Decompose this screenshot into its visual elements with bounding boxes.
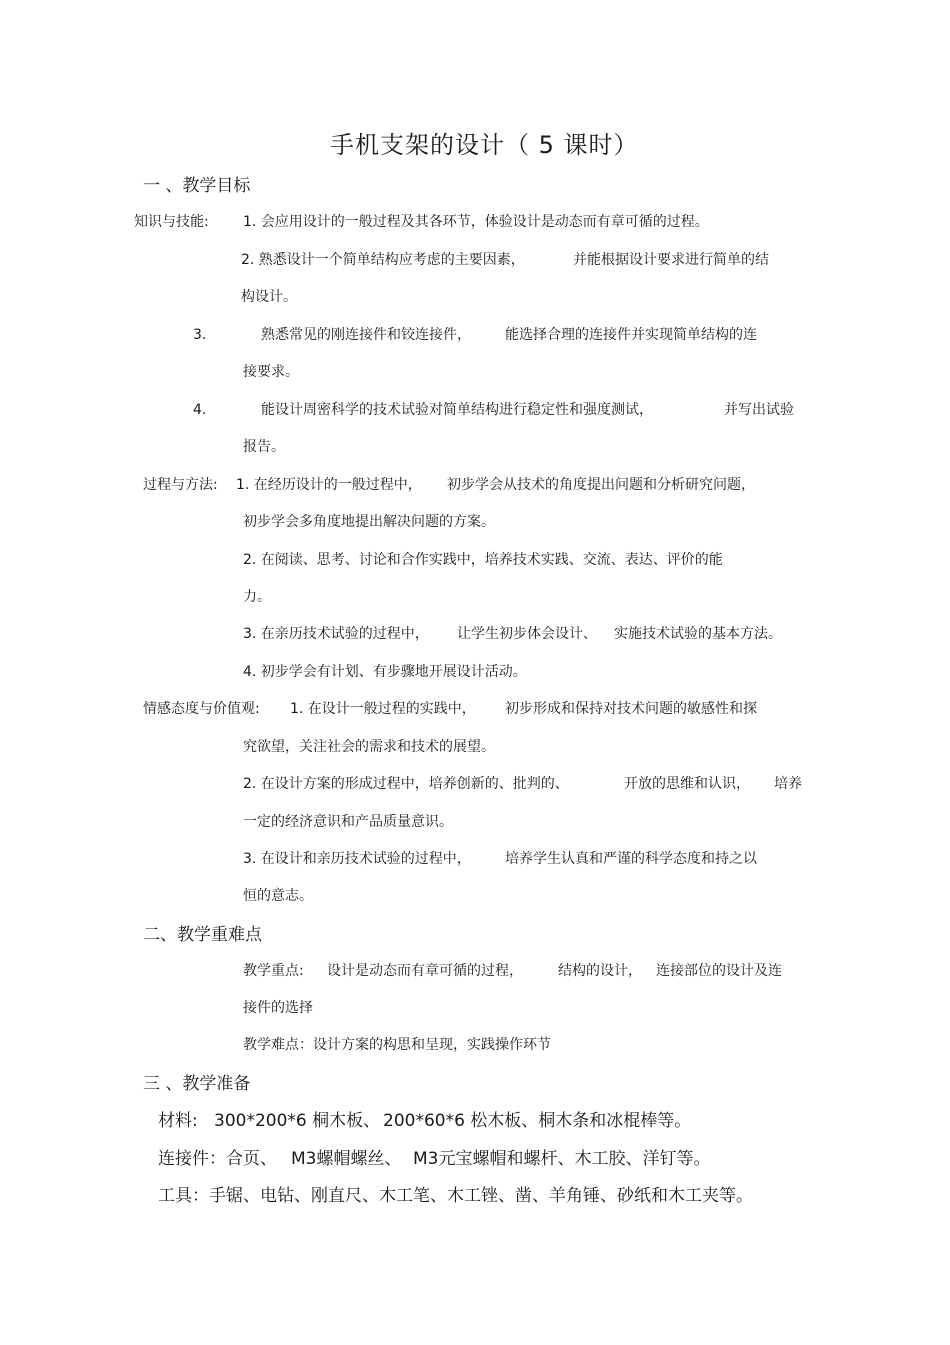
knowledge-item-3-number: 3.	[193, 327, 207, 343]
focus-text-cont: 结构的设计，	[558, 963, 642, 979]
process-item-2: 2. 在阅读、思考、讨论和合作实践中，培养技术实践、交流、表达、评价的能	[243, 552, 723, 568]
focus-text-cont2: 连接部位的设计及连	[656, 963, 782, 979]
process-label: 过程与方法:	[143, 477, 218, 493]
emotion-item-2-cont2: 培养	[774, 776, 802, 792]
focus-text: 设计是动态而有章可循的过程，	[327, 963, 523, 979]
knowledge-item-4: 能设计周密科学的技术试验对简单结构进行稳定性和强度测试，	[261, 402, 653, 418]
focus-text-wrap: 接件的选择	[243, 1000, 313, 1016]
knowledge-item-3-wrap: 接要求。	[243, 364, 299, 380]
section-heading-key-points: 二、教学重难点	[143, 925, 262, 945]
tools-text: 工具：手锯、电钻、刚直尺、木工笔、木工锉、凿、羊角锤、砂纸和木工夹等。	[158, 1186, 753, 1206]
process-item-1-cont: 初步学会从技术的角度提出问题和分析研究问题，	[447, 477, 755, 493]
section-heading-objectives: 一 、教学目标	[143, 176, 251, 196]
emotion-item-3: 3. 在设计和亲历技术试验的过程中，	[243, 851, 471, 867]
page-title: 手机支架的设计（ 5 课时）	[330, 131, 639, 159]
knowledge-item-2: 2. 熟悉设计一个简单结构应考虑的主要因素，	[241, 252, 525, 268]
section-heading-preparation: 三 、教学准备	[143, 1074, 251, 1094]
process-item-3: 3. 在亲历技术试验的过程中，	[243, 626, 429, 642]
emotion-item-2: 2. 在设计方案的形成过程中，培养创新的、批判的、	[243, 776, 569, 792]
materials-text: 300*200*6 桐木板、	[214, 1111, 381, 1131]
knowledge-label: 知识与技能:	[134, 214, 209, 230]
knowledge-item-4-number: 4.	[193, 402, 207, 418]
process-item-4: 4. 初步学会有计划、有步骤地开展设计活动。	[243, 664, 527, 680]
process-item-3-cont: 让学生初步体会设计、	[457, 626, 597, 642]
knowledge-item-3-cont: 能选择合理的连接件并实现简单结构的连	[505, 327, 757, 343]
knowledge-item-2-wrap: 构设计。	[241, 289, 297, 305]
emotion-item-1-cont: 初步形成和保持对技术问题的敏感性和探	[505, 701, 757, 717]
emotion-item-3-wrap: 恒的意志。	[243, 888, 313, 904]
emotion-item-2-wrap: 一定的经济意识和产品质量意识。	[243, 814, 453, 830]
emotion-item-1-wrap: 究欲望，关注社会的需求和技术的展望。	[243, 739, 495, 755]
process-item-2-wrap: 力。	[243, 589, 271, 605]
emotion-item-1: 1. 在设计一般过程的实践中，	[290, 701, 476, 717]
materials-text-cont: 200*60*6 松木板、桐木条和冰棍棒等。	[383, 1111, 692, 1131]
connectors-text-cont: M3元宝螺帽和螺杆、木工胶、洋钉等。	[413, 1149, 711, 1169]
process-item-3-cont2: 实施技术试验的基本方法。	[614, 626, 782, 642]
emotion-label: 情感态度与价值观:	[143, 701, 260, 717]
emotion-item-2-cont: 开放的思维和认识，	[624, 776, 750, 792]
connectors-text: M3螺帽螺丝、	[291, 1149, 402, 1169]
process-item-1-wrap: 初步学会多角度地提出解决问题的方案。	[243, 514, 495, 530]
connectors-label: 连接件：合页、	[158, 1149, 277, 1169]
emotion-item-3-cont: 培养学生认真和严谨的科学态度和持之以	[505, 851, 757, 867]
difficulty-text: 教学难点：设计方案的构思和呈现，实践操作环节	[243, 1037, 551, 1053]
materials-label: 材料:	[158, 1111, 198, 1131]
knowledge-item-2-cont: 并能根据设计要求进行简单的结	[573, 252, 769, 268]
knowledge-item-3: 熟悉常见的刚连接件和铰连接件，	[261, 327, 471, 343]
knowledge-item-4-wrap: 报告。	[243, 439, 285, 455]
focus-label: 教学重点:	[243, 963, 304, 979]
process-item-1: 1. 在经历设计的一般过程中，	[236, 477, 422, 493]
knowledge-item-1: 1. 会应用设计的一般过程及其各环节，体验设计是动态而有章可循的过程。	[243, 214, 709, 230]
knowledge-item-4-cont: 并写出试验	[724, 402, 794, 418]
